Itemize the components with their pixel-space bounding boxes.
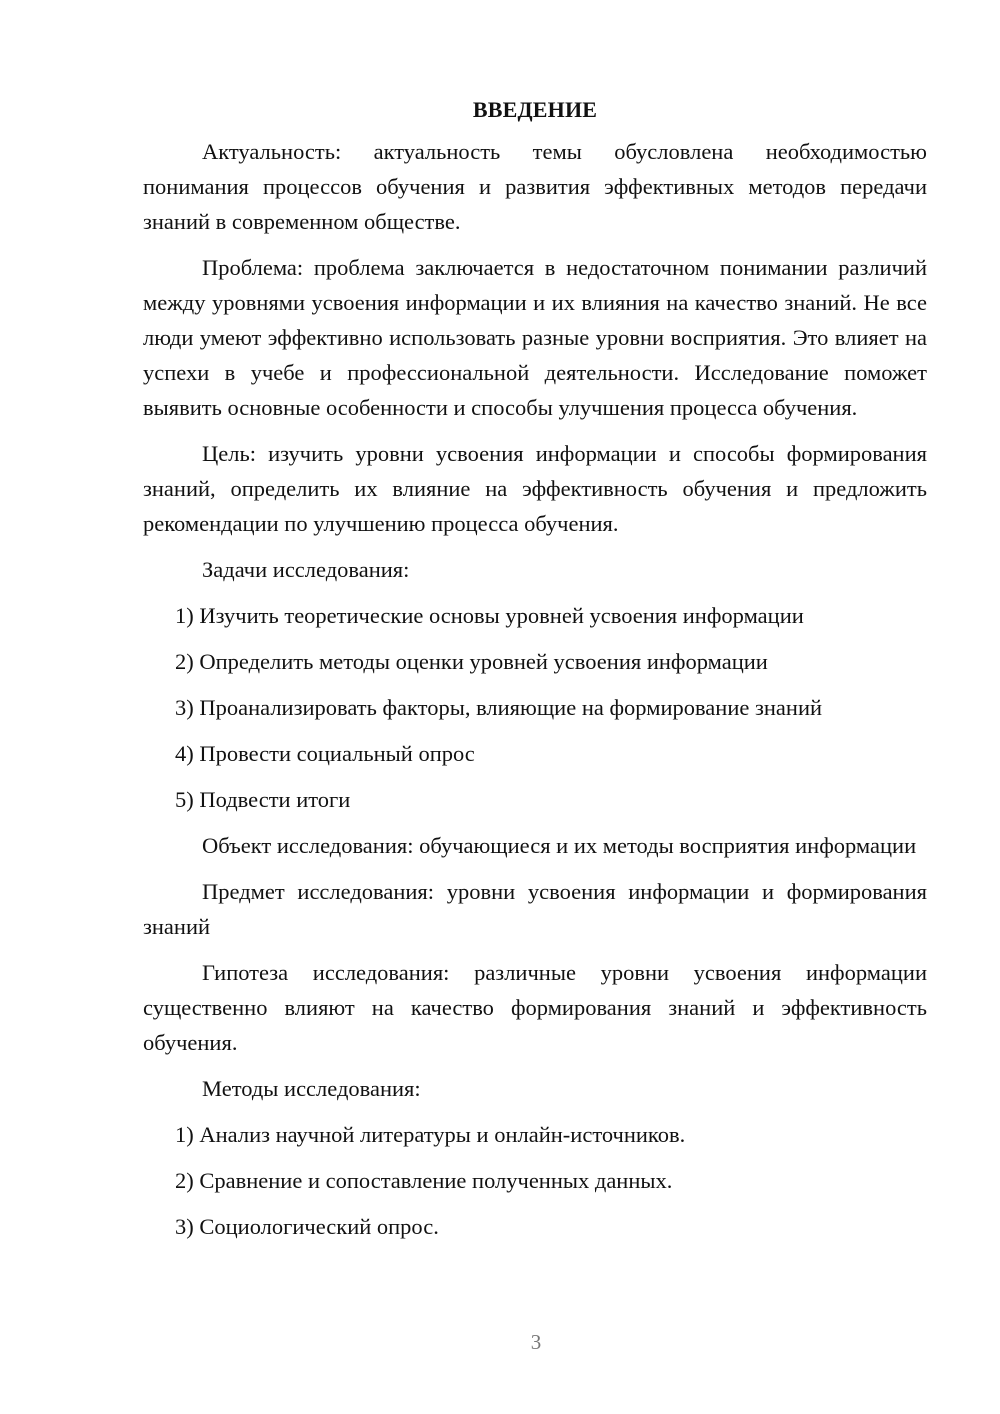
relevance-paragraph: Актуальность: актуальность темы обусловлена необходимостью понимания процессов обучения и развития эффективных методов передачи знаний в современном обществе. [143, 139, 927, 234]
subject-paragraph: Предмет исследования: уровни усвоения информации и формирования знаний [143, 879, 927, 939]
method-item: 2) Сравнение и сопоставление полученных данных. [175, 1168, 673, 1193]
problem-paragraph: Проблема: проблема заключается в недостаточном понимании различий между уровнями усвоения информации и их влияния на качество знаний. Не все люди умеют эффективно использовать разные уровни восприятия. Это влияет на успехи в учебе и профессиональной деятельности. Исследование поможет выявить основные особенности и способы улучшения процесса обучения. [143, 255, 927, 420]
task-item: 4) Провести социальный опрос [175, 741, 475, 766]
methods-list [143, 1117, 927, 1244]
object-paragraph: Объект исследования: обучающиеся и их методы восприятия информации [202, 833, 917, 858]
task-item: 1) Изучить теоретические основы уровней усвоения информации [175, 603, 804, 628]
methods-heading: Методы исследования: [202, 1076, 421, 1101]
hypothesis-paragraph: Гипотеза исследования: различные уровни усвоения информации существенно влияют на качество формирования знаний и эффективность обучения. [143, 960, 927, 1055]
page-title: ВВЕДЕНИЕ [472, 97, 598, 122]
tasks-list [143, 598, 927, 817]
page-content [143, 92, 927, 1255]
tasks-heading: Задачи исследования: [202, 557, 410, 582]
task-item: 3) Проанализировать факторы, влияющие на формирование знаний [175, 695, 823, 720]
task-item: 2) Определить методы оценки уровней усвоения информации [175, 649, 768, 674]
method-item: 1) Анализ научной литературы и онлайн-источников. [175, 1122, 686, 1147]
task-item: 5) Подвести итоги [175, 787, 351, 812]
goal-paragraph: Цель: изучить уровни усвоения информации и способы формирования знаний, определить их влияние на эффективность обучения и предложить рекомендации по улучшению процесса обучения. [143, 441, 927, 536]
page-number: 3 [530, 1330, 542, 1354]
method-item: 3) Социологический опрос. [175, 1214, 439, 1239]
